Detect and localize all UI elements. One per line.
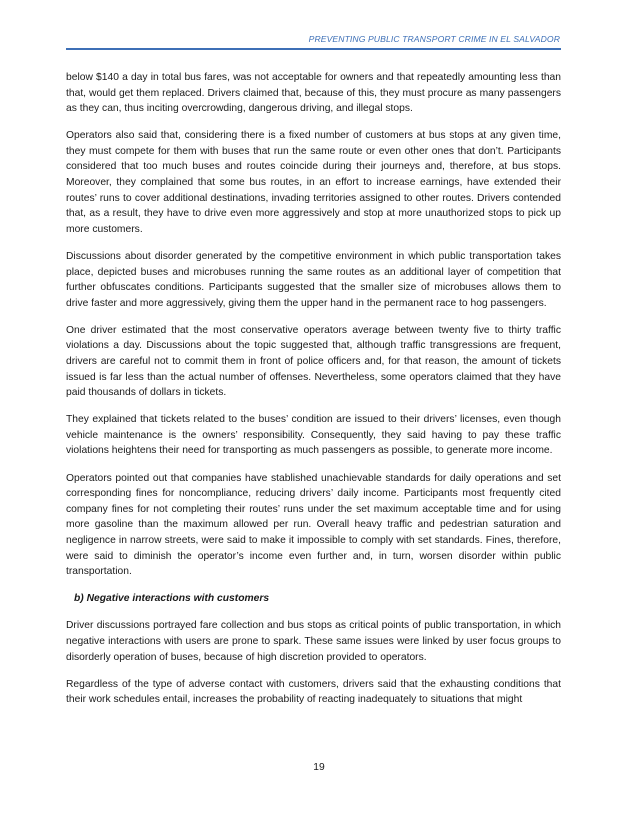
- paragraph: One driver estimated that the most conservative operators average between twenty five to thirty traffic violations a day. Discussions about the topic suggested that, although traffic transgressions are frequent, drivers are careful not to commit them in front of police officers and, for that reason, the amount of tickets issued is far less than the actual number of offenses. Nevertheless, some operators claimed that they have paid thousands of dollars in tickets.: [66, 324, 561, 399]
- page-number: 19: [313, 762, 325, 773]
- paragraph: They explained that tickets related to the buses’ condition are issued to their drivers’ licenses, even though vehicle maintenance is the owners’ responsibility. Consequently, they said having to pay these traffic violations heightens their need for transporting as much passengers as possible, to generate more income.: [66, 414, 561, 457]
- section-subheading: b) Negative interactions with customers: [74, 593, 270, 605]
- paragraph: Operators pointed out that companies have stablished unachievable standards for daily operations and set corresponding fines for noncompliance, reducing drivers’ daily income. Participants most frequently cited company fines for not completing their routes’ runs under the set maximum acceptable time and for using more gasoline than the maximum allowed per run. Overall heavy traffic and pedestrian saturation and negligence in narrow streets, were said to make it impossible to comply with set standards. Fines, therefore, were said to diminish the operator’s income even further and, in turn, worsen disorder within public transportation.: [66, 472, 561, 578]
- paragraph: Operators also said that, considering there is a fixed number of customers at bus stops at any given time, they must compete for them with buses that run the same route or even other ones that don’t. Participants considered that too much buses and routes coincide during their journeys and, therefore, at bus stops. Moreover, they complained that some bus routes, in an effort to increase earnings, have extended their routes’ runs to cover additional destinations, invading territories assigned to other routes. Drivers contended that, as a result, they have to drive even more aggressively and stop at more unauthorized stops to pick up more customers.: [66, 130, 561, 235]
- paragraph: Driver discussions portrayed fare collection and bus stops as critical points of public transportation, in which negative interactions with users are prone to spark. These same issues were linked by user focus groups to disorderly operation of buses, because of high discretion provided to operators.: [66, 620, 561, 663]
- running-header: PREVENTING PUBLIC TRANSPORT CRIME IN EL SALVADOR: [308, 34, 560, 44]
- paragraph: Regardless of the type of adverse contact with customers, drivers said that the exhausting conditions that their work schedules entail, increases the probability of reacting inadequately to situations that might: [66, 678, 561, 706]
- document-body: [66, 70, 561, 719]
- paragraph: below $140 a day in total bus fares, was not acceptable for owners and that repeatedly amounting less than that, would get them replaced. Drivers claimed that, because of this, they must procure as many passengers as they can, thus inciting overcrowding, dangerous driving, and illegal stops.: [66, 72, 561, 115]
- header-rule: [66, 48, 561, 50]
- paragraph: Discussions about disorder generated by the competitive environment in which public transportation takes place, depicted buses and microbuses running the same routes as an additional layer of competition that further obfuscates conditions. Participants suggested that the smaller size of microbuses allows them to drive faster and more aggressively, giving them the upper hand in the permanent race to hog passengers.: [66, 250, 561, 309]
